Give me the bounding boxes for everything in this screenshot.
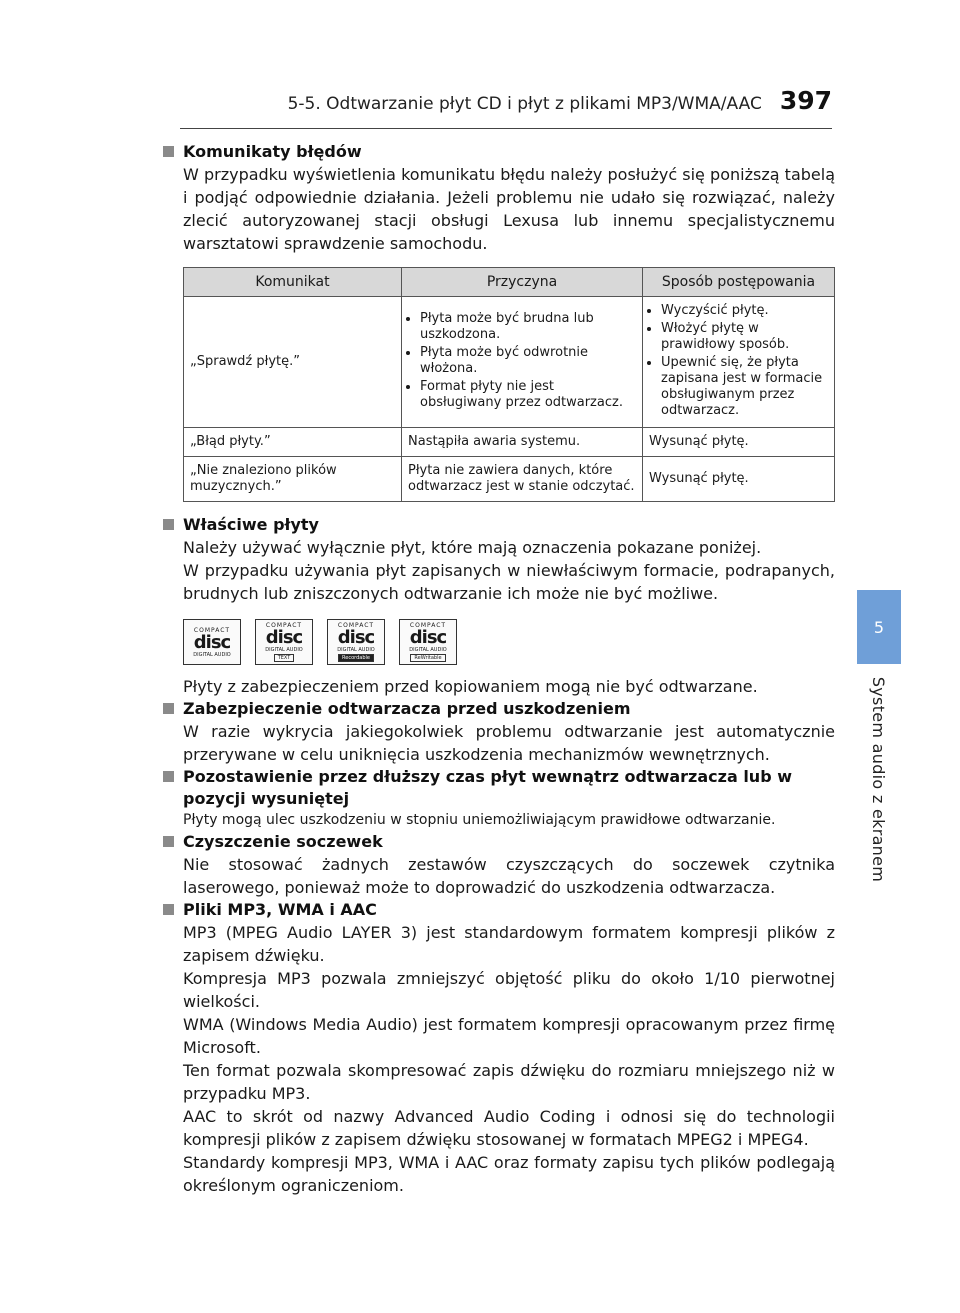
table-row	[184, 457, 835, 502]
table-cell: „Nie znaleziono plików muzycznych.”	[184, 457, 402, 502]
compact-disc-rewritable-logo: COMPACT disc DIGITAL AUDIO ReWritable	[399, 619, 457, 665]
bullet-square-icon	[163, 703, 174, 714]
running-header	[180, 86, 832, 115]
table-cell: Wysunąć płytę.	[643, 428, 835, 457]
compact-disc-logo: COMPACT disc DIGITAL AUDIO	[183, 619, 241, 665]
table-cell: Wysunąć płytę.	[643, 457, 835, 502]
list-item: • Format płyty nie jest obsługiwany przez odtwarzacz.	[420, 379, 636, 411]
bullet-square-icon	[163, 836, 174, 847]
chapter-tab[interactable]	[857, 590, 901, 664]
section-text: W przypadku używania płyt zapisanych w niewłaściwym formacie, podrapanych, brudnych lub zniszczonych odtwarzanie ich może nie być możliwe.	[183, 561, 835, 603]
list-item: • Płyta może być brudna lub uszkodzona.	[420, 311, 636, 343]
section-title: Pliki MP3, WMA i AAC	[183, 900, 377, 919]
section-protection	[161, 698, 835, 766]
bullet-square-icon	[163, 904, 174, 915]
section-text: Standardy kompresji MP3, WMA i AAC oraz formaty zapisu tych plików podlegają określonym ograniczeniom.	[183, 1153, 835, 1195]
chapter-number: 5	[873, 617, 885, 637]
bullet-square-icon	[163, 146, 174, 157]
section-text: Ten format pozwala skompresować zapis dźwięku do rozmiaru mniejszego niż w przypadku MP3.	[183, 1061, 835, 1103]
section-text: Kompresja MP3 pozwala zmniejszyć objętość pliku do około 1/10 pierwotnej wielkości.	[183, 969, 835, 1011]
table-cell: Nastąpiła awaria systemu.	[402, 428, 643, 457]
section-text: Należy używać wyłącznie płyt, które mają oznaczenia pokazane poniżej.	[183, 538, 762, 557]
section-text: W razie wykrycia jakiegokolwiek problemu odtwarzanie jest automatycznie przerywane w celu uniknięcia uszkodzenia mechanizmów wewnętrznych.	[183, 722, 835, 764]
table-cell: „Sprawdź płytę.”	[184, 297, 402, 428]
table-header: Komunikat	[184, 268, 402, 297]
section-text: Nie stosować żadnych zestawów czyszczących do soczewek czytnika laserowego, ponieważ może to doprowadzić do uszkodzenia odtwarzacza.	[183, 855, 835, 897]
bullet-square-icon	[163, 519, 174, 530]
section-title: Zabezpieczenie odtwarzacza przed uszkodzeniem	[183, 699, 631, 718]
table-cell	[643, 297, 835, 428]
list-item: • Płyta może być odwrotnie włożona.	[420, 345, 636, 377]
error-table	[183, 267, 835, 502]
bullet-square-icon	[163, 771, 174, 782]
list-item: • Upewnić się, że płyta zapisana jest w formacie obsługiwanym przez odtwarzacz.	[661, 355, 828, 419]
section-title: Komunikaty błędów	[183, 142, 362, 161]
table-row	[184, 297, 835, 428]
chapter-label: System audio z ekranem	[869, 676, 889, 883]
section-text: Płyty mogą ulec uszkodzeniu w stopniu uniemożliwiającym prawidłowe odtwarzanie.	[183, 812, 776, 828]
page-content	[161, 141, 835, 1197]
table-header-row	[184, 268, 835, 297]
section-text: WMA (Windows Media Audio) jest formatem kompresji opracowanym przez firmę Microsoft.	[183, 1015, 835, 1057]
header-title: 5-5. Odtwarzanie płyt CD i płyt z plikami MP3/WMA/AAC	[287, 94, 762, 114]
section-title: Czyszczenie soczewek	[183, 832, 383, 851]
section-errors	[161, 141, 835, 255]
section-leaving	[161, 766, 835, 831]
table-header: Przyczyna	[402, 268, 643, 297]
section-text: AAC to skrót od nazwy Advanced Audio Coding i odnosi się do technologii kompresji plików z zapisem dźwięku stosowanej w formatach MPEG2 i MPEG4.	[183, 1107, 835, 1149]
table-header: Sposób postępowania	[643, 268, 835, 297]
section-cleaning	[161, 831, 835, 899]
section-title: Właściwe płyty	[183, 515, 319, 534]
table-cell: „Błąd płyty.”	[184, 428, 402, 457]
disc-logos	[183, 619, 835, 665]
chapter-side-label	[855, 672, 903, 887]
section-discs	[161, 514, 835, 698]
section-title: Pozostawienie przez dłuższy czas płyt wewnątrz odtwarzacza lub w pozycji wysuniętej	[183, 767, 792, 808]
compact-disc-recordable-logo: COMPACT disc DIGITAL AUDIO Recordable	[327, 619, 385, 665]
page-number: 397	[779, 86, 832, 115]
header-rule	[180, 128, 832, 129]
section-text: Płyty z zabezpieczeniem przed kopiowaniem mogą nie być odtwarzane.	[183, 677, 758, 696]
section-text: W przypadku wyświetlenia komunikatu błędu należy posłużyć się poniższą tabelą i podjąć odpowiednie działania. Jeżeli problemu nie udało się rozwiązać, należy zlecić autoryzowanej stacji obsługi Lexusa lub innemu specjalistycznemu warsztatowi sprawdzenie samochodu.	[183, 165, 835, 253]
section-text: MP3 (MPEG Audio LAYER 3) jest standardowym formatem kompresji plików z zapisem dźwięku.	[183, 923, 835, 965]
section-files	[161, 899, 835, 1197]
list-item: • Wyczyścić płytę.	[661, 303, 828, 319]
list-item: • Włożyć płytę w prawidłowy sposób.	[661, 321, 828, 353]
table-cell	[402, 297, 643, 428]
table-cell: Płyta nie zawiera danych, które odtwarzacz jest w stanie odczytać.	[402, 457, 643, 502]
table-row	[184, 428, 835, 457]
compact-disc-text-logo: COMPACT disc DIGITAL AUDIO TEXT	[255, 619, 313, 665]
